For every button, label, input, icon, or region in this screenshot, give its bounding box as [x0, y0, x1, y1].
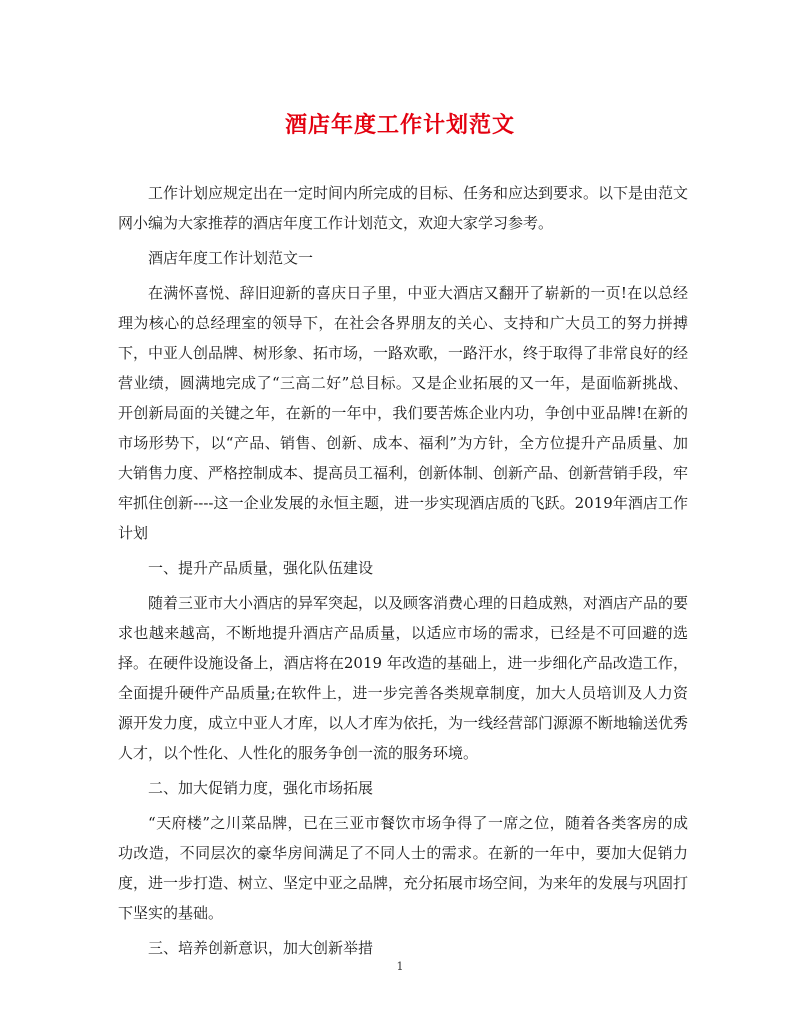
- heading-innovation: 三、培养创新意识，加大创新举措: [148, 939, 374, 957]
- document-title: 酒店年度工作计划范文: [284, 112, 515, 138]
- document-body: [118, 178, 688, 968]
- heading-product-quality: 一、提升产品质量，强化队伍建设: [148, 559, 374, 577]
- paragraph-promotion: “天府楼”之川菜品牌，已在三亚市餐饮市场争得了一席之位，随着各类客房的成功改造，不同层次的豪华房间满足了不同人士的需求。在新的一年中，要加大促销力度，进一步打造、树立、坚定中亚之品牌，充分拓展市场空间，为来年的发展与巩固打下坚实的基础。: [118, 814, 689, 922]
- heading-promotion: 二、加大促销力度，强化市场拓展: [148, 779, 374, 797]
- section1-title: 酒店年度工作计划范文一: [148, 249, 314, 267]
- page-number: 1: [396, 960, 404, 973]
- paragraph-product-quality: 随着三亚市大小酒店的异军突起，以及顾客消费心理的日趋成熟，对酒店产品的要求也越来越高，不断地提升酒店产品质量，以适应市场的需求，已经是不可回避的选择。在硬件设施设备上，酒店将在2019 年改造的基础上，进一步细化产品改造工作，全面提升硬件产品质量;在软件上，进一步完善各类规章制度，加大人员培训及人力资源开发力度，成立中亚人才库，以人才库为依托，为一线经营部门源源不断地输送优秀人才，以个性化、人性化的服务争创一流的服务环境。: [118, 594, 689, 762]
- intro-paragraph: 工作计划应规定出在一定时间内所完成的目标、任务和应达到要求。以下是由范文网小编为大家推荐的酒店年度工作计划范文，欢迎大家学习参考。: [118, 184, 689, 232]
- section1-paragraph: 在满怀喜悦、辞旧迎新的喜庆日子里，中亚大酒店又翻开了崭新的一页!在以总经理为核心的总经理室的领导下，在社会各界朋友的关心、支持和广大员工的努力拼搏下，中亚人创品牌、树形象、拓市场，一路欢歌，一路汗水，终于取得了非常良好的经营业绩，圆满地完成了“三高二好”总目标。又是企业拓展的又一年，是面临新挑战、开创新局面的关键之年，在新的一年中，我们要苦炼企业内功，争创中亚品牌!在新的市场形势下，以“产品、销售、创新、成本、福利”为方针，全方位提升产品质量、加大销售力度、严格控制成本、提高员工福利，创新体制、创新产品、创新营销手段，牢牢抓住创新----这一企业发展的永恒主题，进一步实现酒店质的飞跃。2019年酒店工作计划: [118, 284, 689, 542]
